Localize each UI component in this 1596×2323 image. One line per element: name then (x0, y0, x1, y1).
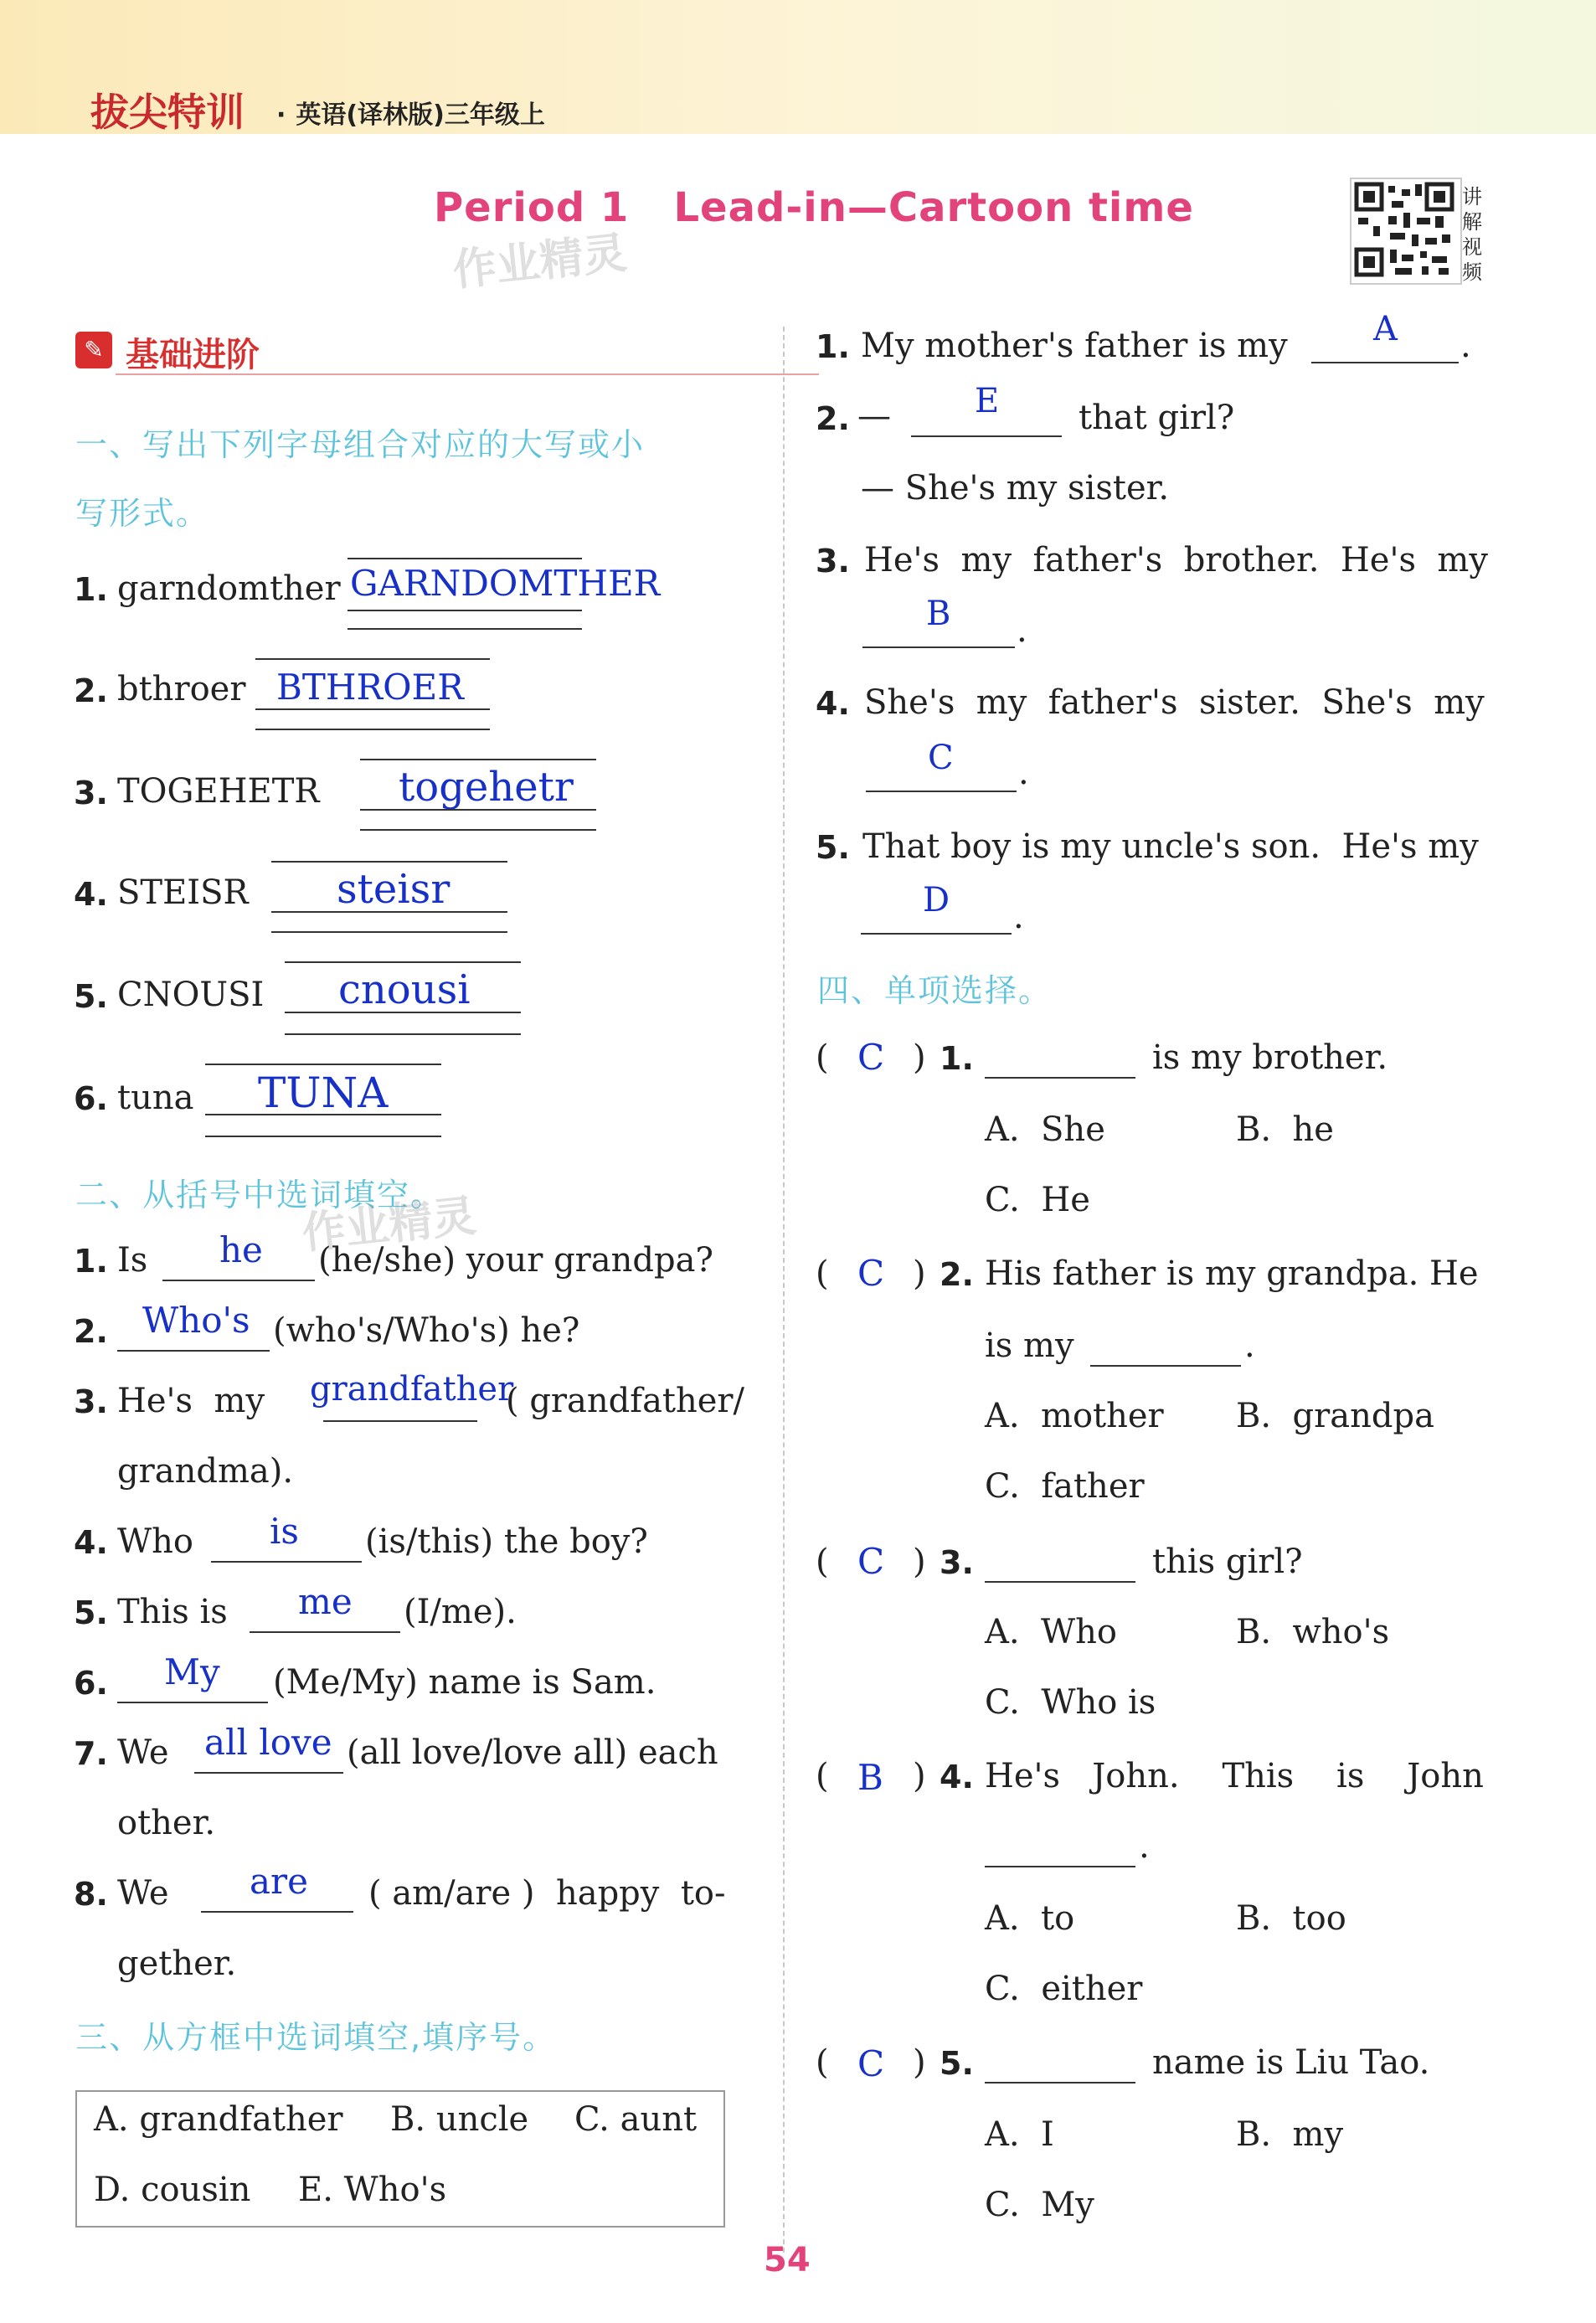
p4-option-c[interactable]: C. Who is (985, 1683, 1156, 1722)
p2-answer[interactable]: are (250, 1861, 308, 1902)
p1-line-top (285, 961, 521, 963)
p1-line-bottom (271, 931, 507, 933)
p3-item-text: that girl? (1079, 399, 1235, 437)
p1-item-word: tuna (117, 1079, 194, 1117)
p1-line-bottom (348, 628, 582, 630)
p2-answer[interactable]: he (219, 1229, 263, 1270)
p1-answer[interactable]: BTHROER (276, 667, 464, 708)
p1-line-top (348, 558, 582, 559)
p1-line-bottom (285, 1033, 521, 1035)
p2-item-pre: We (117, 1733, 169, 1772)
p4-item-number: 4. (940, 1759, 974, 1795)
p1-line-top (205, 1064, 441, 1065)
p3-item-number: 1. (816, 328, 850, 365)
p4-option-b[interactable]: B. grandpa (1236, 1397, 1434, 1435)
book-info (276, 94, 545, 131)
p3-reply: — She's my sister. (861, 469, 1170, 507)
pencil-icon: ✎ (75, 332, 112, 368)
p4-option-b[interactable]: B. he (1236, 1110, 1334, 1149)
p4-option-c[interactable]: C. either (985, 1970, 1143, 2008)
p4-paren-open: ( (816, 1543, 829, 1581)
p2-item-pre: We (117, 1874, 169, 1913)
part4-instruction: 四、单项选择。 (817, 972, 1053, 1009)
p1-answer[interactable]: GARNDOMTHER (350, 563, 661, 604)
p4-item-post: name is Liu Tao. (1152, 2043, 1430, 2082)
p1-answer[interactable]: TUNA (258, 1069, 389, 1117)
p2-item-number: 4. (74, 1524, 108, 1561)
p1-line (360, 809, 596, 811)
qr-label-char: 视 (1462, 235, 1482, 259)
p2-item-number: 2. (74, 1313, 108, 1350)
p4-paren-close: ) (913, 1543, 926, 1581)
p3-answer[interactable]: C (928, 739, 954, 777)
p2-item-pre: Is (117, 1241, 148, 1280)
p1-item-word: CNOUSI (117, 976, 265, 1014)
p2-item-cont: other. (117, 1804, 216, 1842)
section-underline (116, 373, 819, 375)
p3-blank-line (866, 791, 1017, 792)
p3-answer[interactable]: E (975, 382, 1000, 420)
p4-blank-line (985, 1866, 1135, 1867)
p4-item-number: 3. (940, 1544, 974, 1581)
p4-paren-close: ) (913, 1757, 926, 1795)
p4-option-a[interactable]: A. to (985, 1899, 1075, 1938)
p4-option-c[interactable]: C. My (985, 2186, 1094, 2224)
p4-option-a[interactable]: A. Who (985, 1613, 1117, 1651)
p4-item-text: He's John. This is John (985, 1757, 1484, 1795)
p3-blank-line (911, 435, 1062, 437)
p1-line (348, 610, 582, 611)
p1-item-number: 5. (74, 978, 108, 1015)
watermark: 作业精灵 (300, 1191, 479, 1259)
p3-answer[interactable]: B (926, 595, 951, 633)
p1-item-number: 1. (74, 571, 108, 608)
p4-paren-open: ( (816, 1757, 829, 1795)
p4-item-post: is my brother. (1152, 1038, 1388, 1077)
p2-blank-line (117, 1350, 270, 1352)
qr-label-char: 频 (1462, 260, 1482, 284)
p2-answer[interactable]: Who's (142, 1300, 250, 1341)
p3-item-text: She's my father's sister. She's my (864, 683, 1485, 722)
qr-code-graphic (1351, 179, 1457, 280)
p4-period: . (1139, 1827, 1150, 1866)
p2-blank-line (250, 1631, 400, 1633)
p1-line (255, 708, 490, 710)
p3-item-text: That boy is my uncle's son. He's my (862, 827, 1479, 866)
p1-line (271, 911, 507, 913)
p1-line-top (360, 759, 596, 760)
column-divider (783, 327, 785, 2253)
p4-option-a[interactable]: A. I (985, 2115, 1054, 2154)
p3-blank-line (861, 933, 1012, 935)
p4-option-c[interactable]: C. father (985, 1467, 1145, 1506)
p3-item-end: . (1460, 327, 1471, 365)
p4-option-b[interactable]: B. too (1236, 1899, 1346, 1938)
p4-answer[interactable]: C (857, 1541, 885, 1582)
p2-item-cont: grandma). (117, 1452, 294, 1491)
p4-blank-line (1090, 1365, 1241, 1367)
p3-item-text: He's my father's brother. He's my (864, 541, 1488, 579)
p4-answer[interactable]: C (857, 2043, 885, 2084)
p2-answer[interactable]: me (298, 1581, 353, 1622)
p3-item-end: . (1018, 754, 1029, 792)
p2-blank-line (323, 1420, 477, 1422)
p1-line-top (255, 658, 490, 660)
box-option: D. cousin (94, 2171, 251, 2209)
p1-answer[interactable]: cnousi (338, 966, 471, 1013)
p2-blank-line (162, 1280, 315, 1281)
p2-answer[interactable]: is (270, 1511, 299, 1552)
p4-paren-close: ) (913, 1254, 926, 1293)
p1-item-number: 4. (74, 876, 108, 913)
p4-item-post: this girl? (1152, 1543, 1303, 1581)
p4-item-number: 5. (940, 2045, 974, 2082)
watermark: 作业精灵 (450, 228, 630, 296)
qr-label (1462, 184, 1490, 285)
p4-option-c[interactable]: C. He (985, 1181, 1090, 1219)
p4-item-number: 2. (940, 1256, 974, 1293)
p4-option-b[interactable]: B. my (1236, 2115, 1344, 2154)
p4-option-a[interactable]: A. mother (985, 1397, 1164, 1435)
p4-item-number: 1. (940, 1040, 974, 1077)
p1-item-word: TOGEHETR (117, 772, 320, 811)
p4-period: . (1244, 1326, 1255, 1365)
p4-item-line2: is my (985, 1326, 1074, 1365)
box-option: B. uncle (390, 2100, 529, 2139)
part1-instruction-line1: 一、写出下列字母组合对应的大写或小 (75, 426, 646, 463)
p3-item-number: 4. (816, 685, 850, 722)
p3-item-number: 2. (816, 400, 850, 437)
p3-blank-line (862, 646, 1015, 648)
brand-title: 拔尖特训 (90, 90, 245, 135)
section-label: 基础进阶 (126, 336, 260, 374)
qr-code-icon[interactable] (1350, 178, 1462, 285)
p2-item-post: ( grandfather/ (506, 1382, 745, 1420)
p1-item-number: 3. (74, 775, 108, 811)
p2-blank-line (194, 1772, 343, 1774)
p2-answer[interactable]: My (164, 1651, 220, 1692)
p2-item-number: 3. (74, 1383, 108, 1420)
p1-answer[interactable]: steisr (337, 866, 450, 913)
p1-line-bottom (255, 729, 490, 730)
p4-item-text: His father is my grandpa. He (985, 1254, 1479, 1293)
p3-dash: — (857, 397, 891, 435)
qr-label-char: 解 (1462, 210, 1482, 234)
part2-instruction: 二、从括号中选词填空。 (75, 1177, 445, 1213)
part3-instruction: 三、从方框中选词填空,填序号。 (75, 2019, 557, 2056)
p2-item-cont: gether. (117, 1944, 237, 1983)
p1-line (205, 1114, 441, 1115)
p3-item-end: . (1017, 611, 1027, 650)
p3-blank-line (1311, 362, 1459, 363)
p2-item-post: (is/this) the boy? (365, 1522, 648, 1561)
p1-item-word: garndomther (117, 569, 341, 608)
p2-item-post: ( am/are ) happy to- (368, 1874, 726, 1913)
p4-paren-open: ( (816, 1254, 829, 1293)
qr-label-char: 讲 (1462, 185, 1482, 209)
p4-paren-open: ( (816, 1038, 829, 1077)
p4-paren-open: ( (816, 2043, 829, 2082)
p2-item-number: 8. (74, 1876, 108, 1913)
p1-item-word: STEISR (117, 873, 249, 912)
p2-blank-line (211, 1561, 362, 1563)
section-header (75, 328, 745, 379)
page-number: 54 (764, 2241, 811, 2279)
p3-item-number: 3. (816, 543, 850, 579)
box-option: C. aunt (574, 2100, 698, 2139)
box-option: E. Who's (298, 2171, 447, 2209)
p1-item-number: 2. (74, 672, 108, 709)
p4-blank-line (985, 1077, 1135, 1079)
p4-paren-close: ) (913, 1038, 926, 1077)
p3-item-number: 5. (816, 829, 850, 866)
p4-paren-close: ) (913, 2043, 926, 2082)
p2-blank-line (201, 1911, 353, 1913)
page-title: Period 1 Lead-in—Cartoon time (434, 184, 1194, 231)
p2-item-number: 1. (74, 1243, 108, 1280)
p4-option-b[interactable]: B. who's (1236, 1613, 1390, 1651)
p2-item-number: 7. (74, 1735, 108, 1772)
p2-item-post: (all love/love all) each (347, 1733, 718, 1772)
p4-blank-line (985, 1581, 1135, 1583)
p3-item-end: . (1013, 898, 1024, 936)
p4-blank-line (985, 2082, 1135, 2083)
p1-line-top (271, 861, 507, 863)
p4-option-a[interactable]: A. She (985, 1110, 1105, 1149)
p1-line-bottom (360, 829, 596, 831)
p2-item-post: (he/she) your grandpa? (318, 1241, 713, 1280)
p4-answer[interactable]: C (857, 1037, 885, 1078)
p1-item-number: 6. (74, 1080, 108, 1117)
p3-answer[interactable]: A (1373, 310, 1398, 348)
p2-item-number: 5. (74, 1594, 108, 1631)
part1-instruction-line2: 写形式。 (75, 495, 210, 532)
p1-line (285, 1012, 521, 1013)
p2-item-post: (Me/My) name is Sam. (273, 1663, 656, 1702)
box-option: A. grandfather (94, 2100, 343, 2139)
p4-answer[interactable]: B (857, 1757, 883, 1798)
p4-answer[interactable]: C (857, 1253, 885, 1294)
p2-answer[interactable]: grandfather (310, 1370, 514, 1409)
p2-item-post: (who's/Who's) he? (273, 1311, 580, 1350)
p2-item-pre: He's my (117, 1382, 265, 1420)
p3-item-text: My mother's father is my (861, 327, 1288, 365)
p1-answer[interactable]: togehetr (399, 764, 574, 811)
book-name: 英语(译林版)三年级上 (296, 100, 545, 130)
p2-item-number: 6. (74, 1665, 108, 1702)
p1-line-bottom (205, 1136, 441, 1137)
p2-item-pre: This is (117, 1593, 228, 1631)
p2-item-pre: Who (117, 1522, 193, 1561)
p2-blank-line (117, 1702, 268, 1703)
book-separator: · (276, 100, 286, 130)
p2-item-post: (I/me). (404, 1593, 517, 1631)
p1-item-word: bthroer (117, 670, 246, 708)
p3-answer[interactable]: D (923, 881, 950, 919)
p2-answer[interactable]: all love (204, 1722, 332, 1763)
